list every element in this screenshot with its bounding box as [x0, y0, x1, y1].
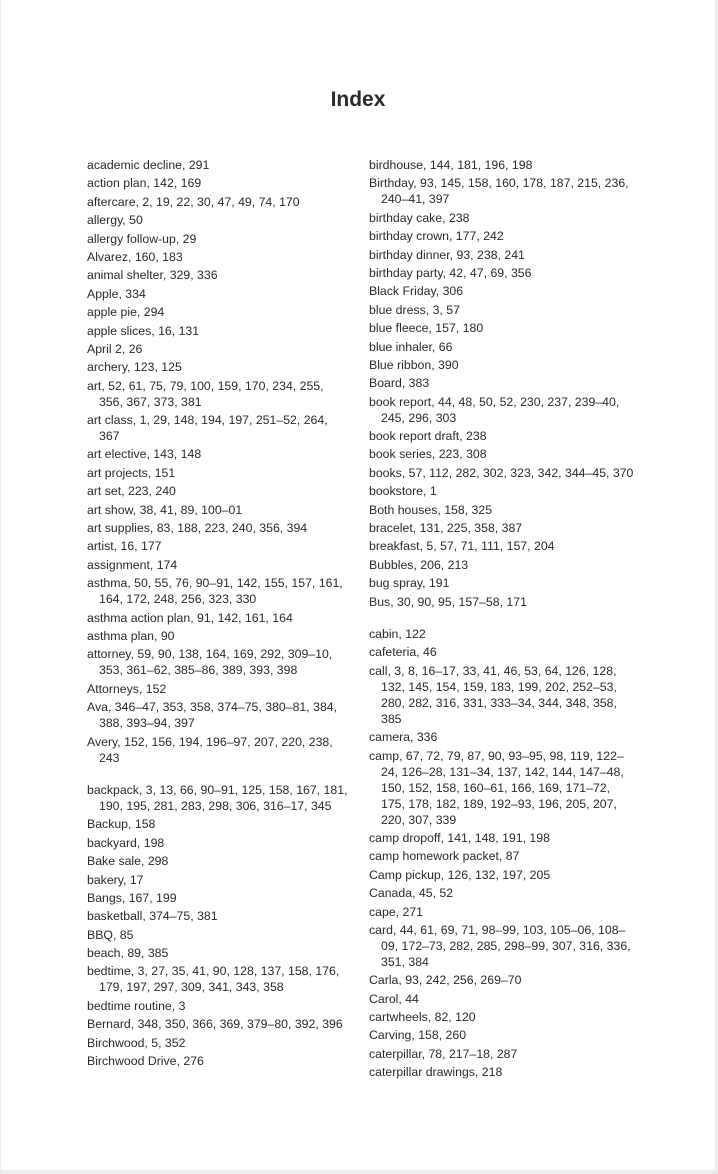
- index-entry: camp, 67, 72, 79, 87, 90, 93–95, 98, 119, 122–24, 126–28, 131–34, 137, 142, 144, 147–48, 150, 152, 158, 160–61, 166, 169, 171–72, 175, 178, 182, 189, 192–93, 196, 205, 207, 220, 307, 339: [369, 748, 624, 827]
- index-entry: attorney, 59, 90, 138, 164, 169, 292, 309–10, 353, 361–62, 385–86, 389, 393, 398: [87, 647, 333, 678]
- index-entry: cabin, 122: [369, 626, 426, 641]
- index-entry: Bernard, 348, 350, 366, 369, 379–80, 392, 396: [87, 1017, 343, 1032]
- index-column-right: [369, 157, 637, 1083]
- index-entry: Carla, 93, 242, 256, 269–70: [369, 973, 522, 988]
- index-entry: beach, 89, 385: [87, 946, 169, 961]
- index-entry: academic decline, 291: [87, 158, 210, 172]
- index-entry: book report, 44, 48, 50, 52, 230, 237, 239–40, 245, 296, 303: [369, 394, 620, 425]
- index-entry: book series, 223, 308: [369, 447, 487, 462]
- index-entry: asthma action plan, 91, 142, 161, 164: [87, 610, 293, 625]
- index-entry: bedtime routine, 3: [87, 998, 186, 1013]
- index-entry: Backup, 158: [87, 817, 156, 832]
- index-entry: Apple, 334: [87, 286, 146, 301]
- index-entry: book report draft, 238: [369, 429, 487, 444]
- index-entry: birthday party, 42, 47, 69, 356: [369, 265, 532, 280]
- index-entry: aftercare, 2, 19, 22, 30, 47, 49, 74, 170: [87, 194, 300, 209]
- index-entry: camp dropoff, 141, 148, 191, 198: [369, 830, 550, 845]
- index-entry: Both houses, 158, 325: [369, 502, 493, 517]
- index-entry: art supplies, 83, 188, 223, 240, 356, 394: [87, 521, 308, 536]
- index-entry: backpack, 3, 13, 66, 90–91, 125, 158, 167, 181, 190, 195, 281, 283, 298, 306, 316–17, 345: [87, 782, 348, 813]
- index-entry: apple pie, 294: [87, 305, 165, 320]
- index-entry: camera, 336: [369, 730, 438, 745]
- index-entry: blue fleece, 157, 180: [369, 321, 484, 336]
- index-entry: Birthday, 93, 145, 158, 160, 178, 187, 215, 236, 240–41, 397: [369, 176, 629, 207]
- index-entry: Black Friday, 306: [369, 284, 464, 299]
- index-entry: Bus, 30, 90, 95, 157–58, 171: [369, 594, 527, 609]
- index-entry: asthma, 50, 55, 76, 90–91, 142, 155, 157, 161, 164, 172, 248, 256, 323, 330: [87, 576, 343, 607]
- index-entry: Birchwood, 5, 352: [87, 1035, 186, 1050]
- index-entry: caterpillar, 78, 217–18, 287: [369, 1046, 518, 1061]
- index-entry: birdhouse, 144, 181, 196, 198: [369, 158, 533, 172]
- index-entry: animal shelter, 329, 336: [87, 268, 218, 283]
- index-entry: artist, 16, 177: [87, 539, 162, 554]
- index-entry: Camp pickup, 126, 132, 197, 205: [369, 867, 551, 882]
- index-entry: Alvarez, 160, 183: [87, 249, 183, 264]
- index-entry: bookstore, 1: [369, 484, 437, 499]
- index-entry: BBQ, 85: [87, 927, 134, 942]
- index-entry: birthday dinner, 93, 238, 241: [369, 247, 525, 262]
- index-entry: cape, 271: [369, 904, 424, 919]
- index-entry: bug spray, 191: [369, 576, 450, 591]
- index-entry: Birchwood Drive, 276: [87, 1054, 204, 1069]
- index-entry: blue inhaler, 66: [369, 339, 453, 354]
- index-entry: Board, 383: [369, 376, 430, 391]
- index-entry: allergy, 50: [87, 213, 143, 228]
- index-entry: bakery, 17: [87, 872, 144, 887]
- index-entry: apple slices, 16, 131: [87, 323, 200, 338]
- index-entry: birthday crown, 177, 242: [369, 229, 504, 244]
- index-entry: camp homework packet, 87: [369, 849, 520, 864]
- page-title: Index: [330, 88, 386, 111]
- index-entry: art elective, 143, 148: [87, 447, 202, 462]
- index-entry: bedtime, 3, 27, 35, 41, 90, 128, 137, 158, 176, 179, 197, 297, 309, 341, 343, 358: [87, 964, 340, 995]
- index-entry: asthma plan, 90: [87, 628, 175, 643]
- index-entry: allergy follow-up, 29: [87, 231, 197, 246]
- index-entry: Avery, 152, 156, 194, 196–97, 207, 220, 238, 243: [87, 734, 333, 765]
- index-entry: Blue ribbon, 390: [369, 357, 459, 372]
- index-page: [1, 0, 715, 1170]
- index-entry: basketball, 374–75, 381: [87, 909, 218, 924]
- index-entry: art, 52, 61, 75, 79, 100, 159, 170, 234, 255, 356, 367, 373, 381: [87, 378, 324, 409]
- index-entry: Bake sale, 298: [87, 854, 169, 869]
- index-entry: Bubbles, 206, 213: [369, 557, 469, 572]
- index-entry: art show, 38, 41, 89, 100–01: [87, 502, 243, 517]
- index-entry: art projects, 151: [87, 465, 176, 480]
- index-entry: blue dress, 3, 57: [369, 302, 460, 317]
- index-entry: Bangs, 167, 199: [87, 890, 177, 905]
- index-entry: books, 57, 112, 282, 302, 323, 342, 344–45, 370: [369, 465, 634, 480]
- letter-group-gap: [369, 612, 637, 626]
- index-entry: art set, 223, 240: [87, 484, 176, 499]
- index-entry: assignment, 174: [87, 557, 178, 572]
- index-entry: breakfast, 5, 57, 71, 111, 157, 204: [369, 539, 555, 554]
- index-entry: call, 3, 8, 16–17, 33, 41, 46, 53, 64, 126, 128, 132, 145, 154, 159, 183, 199, 202, 252–53, 280, 282, 316, 331, 333–34, 344, 348, 358, 385: [369, 663, 617, 726]
- index-entry: Carol, 44: [369, 991, 419, 1006]
- index-entry: action plan, 142, 169: [87, 176, 202, 191]
- index-entry: Canada, 45, 52: [369, 886, 454, 901]
- index-entry: Attorneys, 152: [87, 681, 167, 696]
- index-entry: Ava, 346–47, 353, 358, 374–75, 380–81, 384, 388, 393–94, 397: [87, 700, 338, 731]
- index-entry: backyard, 198: [87, 835, 165, 850]
- index-entry: Carving, 158, 260: [369, 1028, 467, 1043]
- index-entry: art class, 1, 29, 148, 194, 197, 251–52, 264, 367: [87, 413, 328, 444]
- index-entry: April 2, 26: [87, 341, 143, 356]
- index-entry: cafeteria, 46: [369, 645, 437, 660]
- index-entry: archery, 123, 125: [87, 360, 182, 375]
- letter-group-gap: [87, 768, 349, 782]
- index-entry: cartwheels, 82, 120: [369, 1010, 476, 1025]
- index-column-left: [87, 157, 349, 1071]
- index-entry: caterpillar drawings, 218: [369, 1065, 503, 1080]
- index-entry: card, 44, 61, 69, 71, 98–99, 103, 105–06, 108–09, 172–73, 282, 285, 298–99, 307, 316, 336, 351, 384: [369, 922, 631, 969]
- index-entry: bracelet, 131, 225, 358, 387: [369, 521, 523, 536]
- index-entry: birthday cake, 238: [369, 210, 470, 225]
